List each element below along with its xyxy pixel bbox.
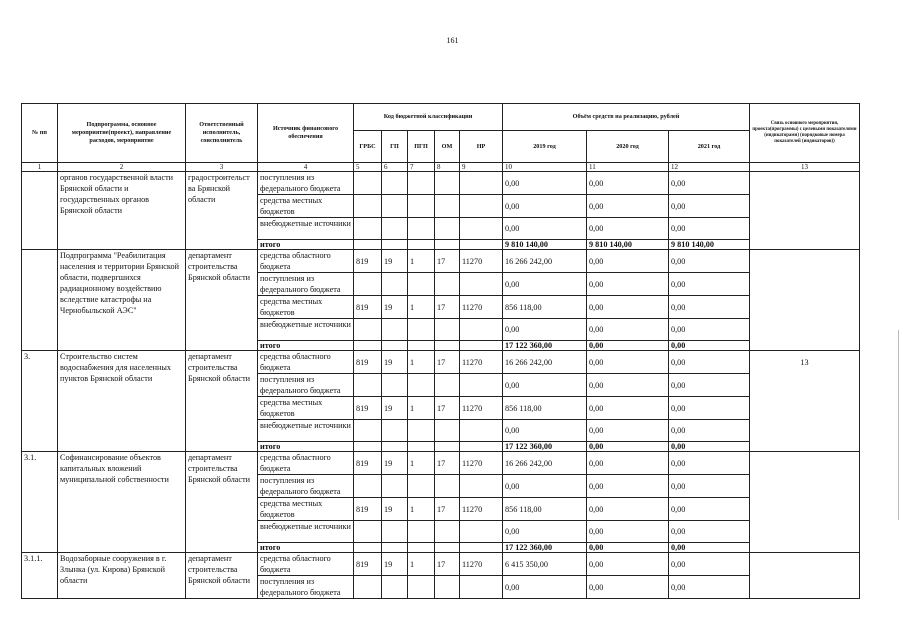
indicator-link: 13 [750, 351, 860, 452]
budget-code [354, 195, 382, 218]
amount-2020: 0,00 [587, 296, 669, 319]
item-number: 3.1. [22, 452, 58, 553]
budget-code: 19 [382, 498, 408, 521]
header-code-grbs: ГРБС [354, 131, 382, 163]
amount-2021: 0,00 [669, 374, 750, 397]
header-link: Связь основного мероприятия, проекта(программы) с целевыми показателями (индикаторами) (порядковые номера показателей (индикаторов)) [750, 104, 860, 163]
budget-code [408, 319, 435, 341]
budget-code [435, 273, 460, 296]
budget-code [354, 475, 382, 498]
budget-code [382, 521, 408, 543]
amount-2021: 9 810 140,00 [669, 240, 750, 250]
funding-source: итого [258, 442, 354, 452]
budget-code [382, 576, 408, 599]
amount-2019: 17 122 360,00 [503, 341, 587, 351]
amount-2020: 0,00 [587, 543, 669, 553]
header-year-2019: 2019 год [503, 131, 587, 163]
amount-2019: 0,00 [503, 319, 587, 341]
header-row-1 [22, 104, 860, 131]
amount-2021: 0,00 [669, 250, 750, 273]
budget-code [382, 319, 408, 341]
budget-code: 11270 [460, 498, 503, 521]
budget-code: 11270 [460, 397, 503, 420]
budget-code: 1 [408, 452, 435, 475]
amount-2020: 0,00 [587, 420, 669, 442]
column-numbers-row [22, 163, 860, 172]
budget-code [408, 475, 435, 498]
budget-code [408, 543, 435, 553]
budget-code [354, 273, 382, 296]
budget-code [382, 341, 408, 351]
budget-code: 11270 [460, 296, 503, 319]
amount-2019: 0,00 [503, 475, 587, 498]
budget-code [435, 172, 460, 195]
amount-2021: 0,00 [669, 521, 750, 543]
budget-code [354, 218, 382, 240]
amount-2019: 16 266 242,00 [503, 351, 587, 374]
amount-2019: 0,00 [503, 521, 587, 543]
budget-code [382, 273, 408, 296]
budget-code [460, 442, 503, 452]
funding-source: поступления из федерального бюджета [258, 576, 354, 599]
item-number: 3.1.1. [22, 553, 58, 599]
indicator-link [750, 452, 860, 553]
budget-code [460, 273, 503, 296]
header-year-2021: 2021 год [669, 131, 750, 163]
budget-code: 19 [382, 296, 408, 319]
column-number: 11 [587, 163, 669, 172]
budget-code [408, 521, 435, 543]
indicator-link [750, 172, 860, 250]
item-name: органов государственной власти Брянской области и государственных органов Брянской области [58, 172, 186, 250]
item-name: Подпрограмма "Реабилитация населения и территории Брянской области, подвергшихся радиационному воздействию вследствие катастрофы на Чернобыльской АЭС" [58, 250, 186, 351]
budget-code: 17 [435, 250, 460, 273]
budget-code [354, 576, 382, 599]
funding-source: поступления из федерального бюджета [258, 172, 354, 195]
amount-2020: 0,00 [587, 397, 669, 420]
budget-code [382, 475, 408, 498]
header-program: Подпрограмма, основное мероприятие(проект), направление расходов, мероприятие [58, 104, 186, 163]
column-number: 8 [435, 163, 460, 172]
funding-source: внебюджетные источники [258, 420, 354, 442]
budget-code [460, 543, 503, 553]
budget-code [354, 319, 382, 341]
amount-2020: 0,00 [587, 442, 669, 452]
budget-code [408, 172, 435, 195]
budget-code: 19 [382, 452, 408, 475]
amount-2021: 0,00 [669, 195, 750, 218]
page-number: 161 [446, 36, 459, 45]
item-number: 3. [22, 351, 58, 452]
amount-2020: 0,00 [587, 250, 669, 273]
funding-source: средства местных бюджетов [258, 296, 354, 319]
header-code-om: ОМ [435, 131, 460, 163]
budget-code [408, 240, 435, 250]
funding-source: итого [258, 543, 354, 553]
budget-code [460, 420, 503, 442]
amount-2019: 16 266 242,00 [503, 250, 587, 273]
budget-code [382, 420, 408, 442]
amount-2020: 0,00 [587, 498, 669, 521]
column-number: 2 [58, 163, 186, 172]
budget-code [435, 543, 460, 553]
budget-code: 1 [408, 351, 435, 374]
budget-code: 1 [408, 553, 435, 576]
budget-code [435, 521, 460, 543]
funding-source: средства областного бюджета [258, 553, 354, 576]
indicator-link [750, 250, 860, 351]
budget-code [435, 374, 460, 397]
budget-code [460, 576, 503, 599]
scan-edge-mark [898, 330, 899, 520]
table-row [22, 452, 860, 475]
header-codes-group: Код бюджетной классификации [354, 104, 503, 131]
budget-code [382, 240, 408, 250]
budget-code [354, 172, 382, 195]
amount-2020: 0,00 [587, 273, 669, 296]
budget-code [382, 374, 408, 397]
amount-2021: 0,00 [669, 273, 750, 296]
budget-code [435, 475, 460, 498]
budget-code [460, 172, 503, 195]
budget-code: 17 [435, 296, 460, 319]
budget-code [460, 374, 503, 397]
amount-2021: 0,00 [669, 218, 750, 240]
budget-code: 19 [382, 397, 408, 420]
budget-code [382, 218, 408, 240]
amount-2019: 17 122 360,00 [503, 442, 587, 452]
budget-code [460, 218, 503, 240]
budget-code [354, 341, 382, 351]
budget-code [460, 319, 503, 341]
amount-2020: 0,00 [587, 195, 669, 218]
budget-code: 1 [408, 250, 435, 273]
funding-source: поступления из федерального бюджета [258, 374, 354, 397]
amount-2019: 0,00 [503, 273, 587, 296]
budget-code: 819 [354, 553, 382, 576]
budget-code [435, 319, 460, 341]
item-number [22, 172, 58, 250]
amount-2019: 17 122 360,00 [503, 543, 587, 553]
funding-source: итого [258, 240, 354, 250]
amount-2019: 0,00 [503, 172, 587, 195]
budget-code [460, 341, 503, 351]
amount-2019: 0,00 [503, 374, 587, 397]
amount-2021: 0,00 [669, 319, 750, 341]
amount-2020: 0,00 [587, 521, 669, 543]
amount-2020: 0,00 [587, 341, 669, 351]
table-row [22, 351, 860, 374]
funding-source: итого [258, 341, 354, 351]
item-responsible: департамент строительства Брянской области [186, 452, 258, 553]
budget-code: 17 [435, 452, 460, 475]
amount-2021: 0,00 [669, 553, 750, 576]
amount-2021: 0,00 [669, 172, 750, 195]
budget-code: 11270 [460, 452, 503, 475]
budget-code [408, 273, 435, 296]
budget-table [21, 103, 860, 599]
budget-code [382, 195, 408, 218]
amount-2019: 9 810 140,00 [503, 240, 587, 250]
amount-2020: 0,00 [587, 475, 669, 498]
budget-code: 819 [354, 250, 382, 273]
budget-code [460, 195, 503, 218]
funding-source: поступления из федерального бюджета [258, 273, 354, 296]
budget-code: 819 [354, 296, 382, 319]
budget-code [354, 521, 382, 543]
header-source: Источник финансового обеспечения [258, 104, 354, 163]
budget-code [460, 521, 503, 543]
budget-code [382, 442, 408, 452]
table-row [22, 553, 860, 576]
funding-source: внебюджетные источники [258, 521, 354, 543]
amount-2021: 0,00 [669, 351, 750, 374]
budget-code: 17 [435, 351, 460, 374]
amount-2021: 0,00 [669, 341, 750, 351]
budget-code: 819 [354, 351, 382, 374]
funding-source: средства областного бюджета [258, 452, 354, 475]
header-responsible: Ответственный исполнитель, соисполнитель [186, 104, 258, 163]
budget-code [354, 374, 382, 397]
budget-code: 1 [408, 498, 435, 521]
item-name: Водозаборные сооружения в г. Злынка (ул. Кирова) Брянской области [58, 553, 186, 599]
column-number: 7 [408, 163, 435, 172]
column-number: 1 [22, 163, 58, 172]
budget-code [382, 543, 408, 553]
table-row [22, 172, 860, 195]
column-number: 10 [503, 163, 587, 172]
budget-code [408, 442, 435, 452]
budget-code [408, 576, 435, 599]
amount-2019: 6 415 350,00 [503, 553, 587, 576]
budget-code [460, 240, 503, 250]
amount-2019: 0,00 [503, 218, 587, 240]
budget-code [435, 420, 460, 442]
amount-2020: 0,00 [587, 218, 669, 240]
funding-source: средства местных бюджетов [258, 397, 354, 420]
amount-2019: 16 266 242,00 [503, 452, 587, 475]
budget-code [408, 195, 435, 218]
amount-2021: 0,00 [669, 452, 750, 475]
column-number: 6 [382, 163, 408, 172]
budget-code: 11270 [460, 250, 503, 273]
budget-code [408, 374, 435, 397]
amount-2021: 0,00 [669, 442, 750, 452]
amount-2020: 0,00 [587, 351, 669, 374]
item-name: Софинансирование объектов капитальных вложений муниципальной собственности [58, 452, 186, 553]
column-number: 5 [354, 163, 382, 172]
budget-code: 819 [354, 452, 382, 475]
budget-code [354, 543, 382, 553]
budget-code [408, 420, 435, 442]
budget-code [408, 218, 435, 240]
header-code-pgp: ПГП [408, 131, 435, 163]
amount-2019: 856 118,00 [503, 296, 587, 319]
item-name: Строительство систем водоснабжения для населенных пунктов Брянской области [58, 351, 186, 452]
amount-2020: 0,00 [587, 374, 669, 397]
budget-code [435, 218, 460, 240]
budget-code: 1 [408, 296, 435, 319]
budget-code: 819 [354, 397, 382, 420]
column-number: 3 [186, 163, 258, 172]
header-code-nr: НР [460, 131, 503, 163]
header-num: № пп [22, 104, 58, 163]
budget-code: 17 [435, 498, 460, 521]
budget-code [435, 576, 460, 599]
amount-2021: 0,00 [669, 475, 750, 498]
budget-code [435, 195, 460, 218]
budget-code [354, 420, 382, 442]
funding-source: средства областного бюджета [258, 351, 354, 374]
budget-code: 19 [382, 351, 408, 374]
column-number: 12 [669, 163, 750, 172]
budget-code [408, 341, 435, 351]
amount-2020: 0,00 [587, 576, 669, 599]
budget-code: 17 [435, 397, 460, 420]
amount-2021: 0,00 [669, 576, 750, 599]
funding-source: внебюджетные источники [258, 319, 354, 341]
budget-code [460, 475, 503, 498]
amount-2021: 0,00 [669, 420, 750, 442]
amount-2020: 0,00 [587, 319, 669, 341]
column-number: 4 [258, 163, 354, 172]
amount-2019: 0,00 [503, 576, 587, 599]
amount-2020: 9 810 140,00 [587, 240, 669, 250]
amount-2021: 0,00 [669, 543, 750, 553]
funding-source: средства областного бюджета [258, 250, 354, 273]
column-number: 9 [460, 163, 503, 172]
budget-code [354, 442, 382, 452]
header-year-2020: 2020 год [587, 131, 669, 163]
item-responsible: департамент строительства Брянской области [186, 553, 258, 599]
budget-code: 11270 [460, 553, 503, 576]
amount-2020: 0,00 [587, 452, 669, 475]
budget-code [435, 442, 460, 452]
budget-code: 19 [382, 553, 408, 576]
budget-code: 17 [435, 553, 460, 576]
item-responsible: градостроительст ва Брянской области [186, 172, 258, 250]
amount-2019: 856 118,00 [503, 498, 587, 521]
amount-2019: 0,00 [503, 420, 587, 442]
budget-code: 819 [354, 498, 382, 521]
funding-source: внебюджетные источники [258, 218, 354, 240]
item-number [22, 250, 58, 351]
budget-code [435, 240, 460, 250]
indicator-link [750, 553, 860, 599]
item-responsible: департамент строительства Брянской области [186, 250, 258, 351]
funding-source: поступления из федерального бюджета [258, 475, 354, 498]
amount-2019: 0,00 [503, 195, 587, 218]
budget-code [382, 172, 408, 195]
header-code-gp: ГП [382, 131, 408, 163]
column-number: 13 [750, 163, 860, 172]
header-volume-group: Объём средств на реализацию, рублей [503, 104, 750, 131]
budget-code [435, 341, 460, 351]
funding-source: средства местных бюджетов [258, 498, 354, 521]
amount-2021: 0,00 [669, 296, 750, 319]
amount-2020: 0,00 [587, 172, 669, 195]
budget-code: 19 [382, 250, 408, 273]
amount-2021: 0,00 [669, 498, 750, 521]
amount-2020: 0,00 [587, 553, 669, 576]
table-row [22, 250, 860, 273]
amount-2019: 856 118,00 [503, 397, 587, 420]
funding-source: средства местных бюджетов [258, 195, 354, 218]
amount-2021: 0,00 [669, 397, 750, 420]
budget-code: 1 [408, 397, 435, 420]
item-responsible: департамент строительства Брянской области [186, 351, 258, 452]
budget-code [354, 240, 382, 250]
budget-code: 11270 [460, 351, 503, 374]
